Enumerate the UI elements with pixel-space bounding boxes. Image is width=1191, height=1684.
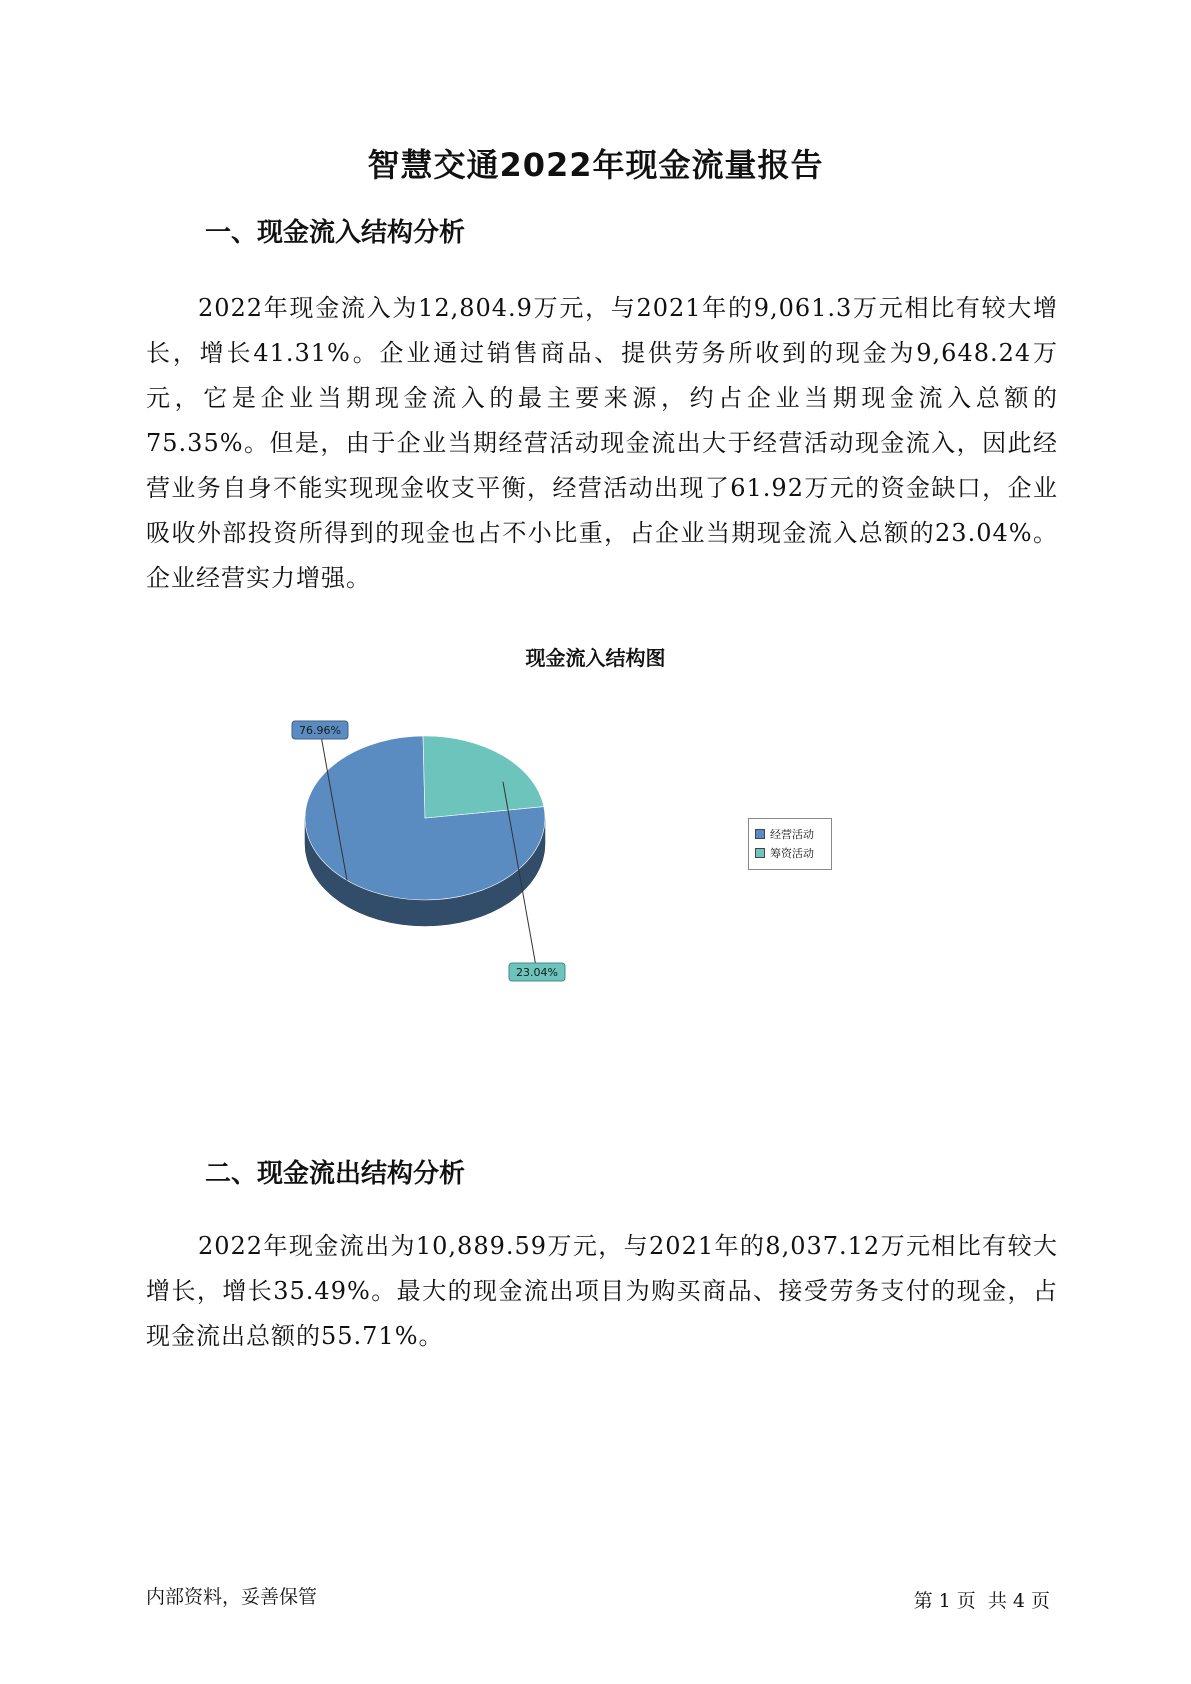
pie-data-label-0: 76.96% xyxy=(299,724,341,737)
section2-heading: 二、现金流出结构分析 xyxy=(205,1159,466,1189)
section1-heading: 一、现金流入结构分析 xyxy=(205,218,466,248)
legend-swatch-financing xyxy=(755,848,765,858)
pie-data-label-1: 23.04% xyxy=(516,966,558,979)
chart-title: 现金流入结构图 xyxy=(525,646,666,670)
footer-page-number: 第 1 页 共 4 页 xyxy=(913,1590,1050,1612)
page-title: 智慧交通2022年现金流量报告 xyxy=(367,146,824,184)
section2-paragraph: 2022年现金流出为10,889.59万元，与2021年的8,037.12万元相比有较大增长，增长35.49%。最大的现金流出项目为购买商品、接受劳务支付的现金，占现金流出总额的55.71%。 xyxy=(146,1232,1058,1350)
legend-item-operating xyxy=(755,824,825,843)
legend-label-financing: 筹资活动 xyxy=(770,846,814,860)
legend-label-operating: 经营活动 xyxy=(770,827,814,841)
section1-paragraph: 2022年现金流入为12,804.9万元，与2021年的9,061.3万元相比有较大增长，增长41.31%。企业通过销售商品、提供劳务所收到的现金为9,648.24万元，它是企业当期现金流入的最主要来源，约占企业当期现金流入总额的75.35%。但是，由于企业当期经营活动现金流出大于经营活动现金流入，因此经营业务自身不能实现现金收支平衡，经营活动出现了61.92万元的资金缺口，企业吸收外部投资所得到的现金也占不小比重，占企业当期现金流入总额的23.04%。企业经营实力增强。 xyxy=(146,294,1058,592)
chart-legend xyxy=(748,818,832,870)
pie-slice-1 xyxy=(423,736,544,818)
legend-swatch-operating xyxy=(755,829,765,839)
legend-item-financing xyxy=(755,843,825,862)
footer-confidential-note: 内部资料，妥善保管 xyxy=(146,1586,318,1608)
pie-chart xyxy=(270,710,600,979)
